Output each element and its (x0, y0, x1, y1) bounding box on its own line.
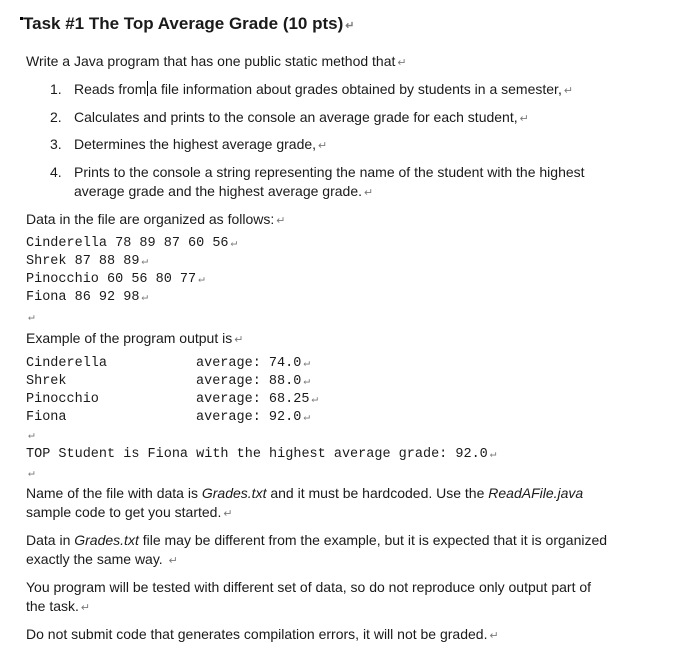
bullet-mark (20, 17, 23, 20)
data-line: Fiona 86 92 98 ↵ (26, 289, 148, 307)
task-heading (23, 14, 355, 34)
data-intro: Data in the file are organized as follows: ↵ (26, 210, 285, 231)
paragraph-mark-icon (234, 334, 243, 346)
empty-paragraph (26, 465, 35, 483)
paragraph-mark-icon (318, 140, 327, 152)
paragraph-mark-icon (223, 508, 232, 520)
data-format-paragraph: Data in Grades.txt file may be different from the example, but it is expected that it is organized (26, 532, 608, 548)
data-line: Shrek 87 88 89 ↵ (26, 253, 148, 271)
top-student-line: TOP Student is Fiona with the highest average grade: 92.0 ↵ (26, 446, 496, 464)
testing-paragraph: You program will be tested with different set of data, so do not reproduce only output part of (26, 579, 592, 595)
file-name-paragraph-continued: sample code to get you started. ↵ (26, 503, 233, 524)
data-format-paragraph-continued: exactly the same way. ↵ (26, 550, 178, 571)
file-name-paragraph: Name of the file with data is Grades.txt and it must be hardcoded. Use the ReadAFile.java (26, 485, 584, 501)
example-intro: Example of the program output is ↵ (26, 329, 243, 350)
paragraph-mark-icon (169, 555, 178, 567)
data-line: Cinderella 78 89 87 60 56 ↵ (26, 235, 237, 253)
intro-text: Write a Java program that has one public static method that ↵ (26, 52, 407, 73)
data-line: Pinocchio 60 56 80 77 ↵ (26, 271, 205, 289)
paragraph-mark-icon (28, 430, 35, 442)
paragraph-mark-icon (28, 468, 35, 480)
task-title: Task #1 The Top Average Grade (10 pts) (23, 14, 344, 33)
empty-paragraph (26, 427, 35, 445)
paragraph-mark-icon (564, 85, 573, 97)
paragraph-mark-icon (520, 113, 529, 125)
output-row: Cinderella average: 74.0 ↵ (26, 355, 426, 373)
paragraph-mark-icon (345, 20, 354, 32)
paragraph-mark-icon (81, 602, 90, 614)
empty-paragraph (26, 309, 35, 327)
output-row: Pinocchio average: 68.25 ↵ (26, 391, 426, 409)
output-row: Shrek average: 88.0 ↵ (26, 373, 426, 391)
output-row: Fiona average: 92.0 ↵ (26, 409, 426, 427)
paragraph-mark-icon (276, 215, 285, 227)
paragraph-mark-icon (28, 312, 35, 324)
paragraph-mark-icon (489, 630, 498, 642)
compilation-paragraph: Do not submit code that generates compilation errors, it will not be graded. ↵ (26, 625, 499, 646)
paragraph-mark-icon (364, 187, 373, 199)
testing-paragraph-continued: the task. ↵ (26, 597, 90, 618)
paragraph-mark-icon (397, 57, 406, 69)
